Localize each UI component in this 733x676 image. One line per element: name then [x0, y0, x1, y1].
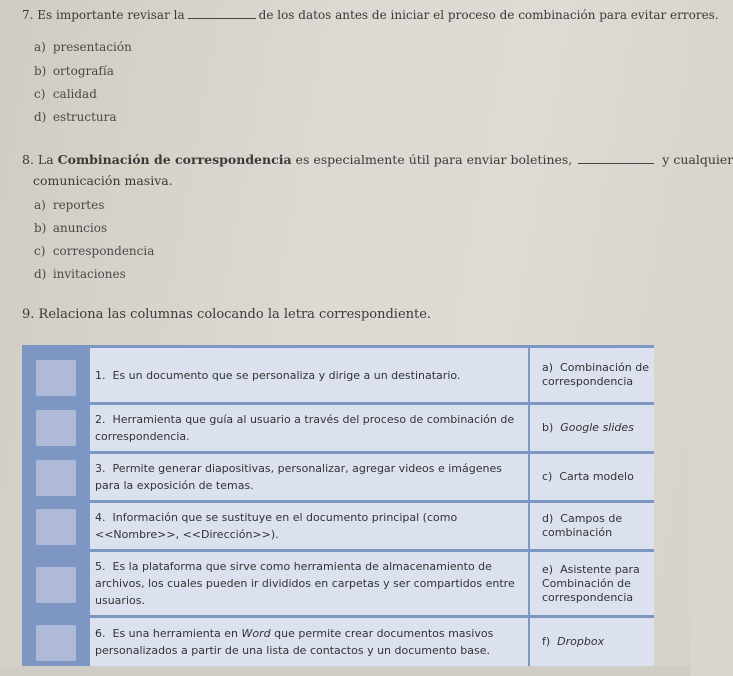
- question-7-text-after: de los datos antes de iniciar el proceso de combinación para evitar errores.: [258, 8, 719, 22]
- question-8-text-after: y cualquier: [662, 152, 733, 167]
- left-item-2: [90, 405, 528, 451]
- item-number: 4.: [95, 511, 106, 524]
- question-9-text: Relaciona las columnas colocando la letra correspondiente.: [38, 307, 432, 322]
- answer-box-4[interactable]: [36, 509, 76, 545]
- item-text: Carta modelo: [559, 470, 634, 483]
- item-text: Es la plataforma que sirve como herramienta de almacenamiento de archivos, los cuales pueden ir divididos en carpetas y ser compartidos entre usuarios.: [95, 560, 515, 607]
- option-text: correspondencia: [52, 244, 155, 258]
- question-7-option-b[interactable]: [34, 64, 114, 78]
- left-item-6: [90, 618, 528, 666]
- right-item-b: [530, 405, 654, 451]
- question-8-option-a[interactable]: [34, 198, 104, 212]
- question-7-option-c[interactable]: [34, 87, 97, 101]
- question-7: [22, 8, 719, 22]
- question-8-option-d[interactable]: [34, 267, 126, 281]
- question-8-option-b[interactable]: [34, 221, 107, 235]
- question-8-option-c[interactable]: [34, 244, 154, 258]
- option-letter: b): [34, 221, 47, 235]
- item-text: Asistente para Combinación de correspondencia: [542, 562, 640, 604]
- right-item-c: [530, 454, 654, 500]
- question-8-text-before: La: [37, 152, 54, 167]
- question-9: [22, 307, 431, 322]
- right-item-f: [530, 618, 654, 666]
- option-letter: b): [34, 64, 47, 78]
- question-8-number: 8.: [22, 152, 34, 167]
- item-letter: a): [542, 361, 554, 374]
- item-letter: c): [542, 470, 553, 483]
- answer-box-6[interactable]: [36, 625, 76, 661]
- item-text: Dropbox: [557, 635, 605, 648]
- item-text: Es un documento que se personaliza y dirige a un destinatario.: [112, 368, 461, 382]
- option-text: reportes: [52, 198, 105, 212]
- option-letter: a): [34, 198, 46, 212]
- option-letter: c): [34, 87, 46, 101]
- matching-table: [22, 345, 654, 666]
- item-text-italic: Word: [241, 627, 271, 640]
- right-item-d: [530, 503, 654, 549]
- item-text: Permite generar diapositivas, personalizar, agregar videos e imágenes para la exposición de temas.: [95, 462, 502, 492]
- item-text-after: que permite crear documentos masivos personalizados a partir de una lista de contactos y un documento base.: [95, 627, 494, 657]
- item-text: Combinación de correspondencia: [542, 361, 649, 388]
- option-text: presentación: [52, 40, 132, 54]
- item-number: 3.: [95, 462, 106, 475]
- item-letter: f): [542, 635, 551, 648]
- item-text: Información que se sustituye en el documento principal (como <<Nombre>>, <<Dirección>>).: [95, 511, 458, 541]
- question-8: [22, 152, 733, 167]
- item-text: Campos de combinación: [542, 512, 623, 539]
- question-8-blank[interactable]: [578, 163, 654, 164]
- item-number: 2.: [95, 413, 106, 426]
- item-number: 6.: [95, 627, 106, 640]
- option-letter: d): [34, 110, 47, 124]
- option-text: ortografía: [52, 64, 114, 78]
- question-7-blank[interactable]: [188, 18, 256, 19]
- option-letter: d): [34, 267, 47, 281]
- option-letter: a): [34, 40, 46, 54]
- question-8-line-2: comunicación masiva.: [33, 173, 173, 188]
- answer-box-3[interactable]: [36, 460, 76, 496]
- option-letter: c): [34, 244, 46, 258]
- item-text-before: Es una herramienta en: [112, 627, 238, 640]
- option-text: invitaciones: [52, 267, 126, 281]
- question-9-number: 9.: [22, 307, 35, 322]
- left-item-1: [90, 348, 528, 402]
- answer-box-2[interactable]: [36, 410, 76, 446]
- right-item-a: [530, 348, 654, 402]
- question-8-text-middle: es especialmente útil para enviar boletines,: [295, 152, 573, 167]
- question-7-text-before: Es importante revisar la: [37, 8, 185, 22]
- question-7-option-a[interactable]: [34, 40, 132, 54]
- question-7-number: 7.: [22, 8, 34, 22]
- item-text: Herramienta que guía al usuario a través del proceso de combinación de correspondencia.: [95, 413, 515, 443]
- item-letter: e): [542, 562, 554, 576]
- item-number: 5.: [95, 560, 106, 573]
- answer-box-5[interactable]: [36, 567, 76, 603]
- page-bottom-edge: [0, 666, 690, 676]
- question-8-bold-term: Combinación de correspondencia: [57, 152, 292, 167]
- option-text: calidad: [52, 87, 97, 101]
- left-item-3: [90, 454, 528, 500]
- item-number: 1.: [95, 368, 106, 382]
- answer-box-1[interactable]: [36, 360, 76, 396]
- option-text: estructura: [52, 110, 117, 124]
- item-letter: d): [542, 512, 554, 525]
- right-item-e: [530, 552, 654, 615]
- left-item-5: [90, 552, 528, 615]
- question-7-option-d[interactable]: [34, 110, 117, 124]
- left-item-4: [90, 503, 528, 549]
- option-text: anuncios: [52, 221, 108, 235]
- item-text: Google slides: [560, 421, 634, 434]
- item-letter: b): [542, 421, 554, 434]
